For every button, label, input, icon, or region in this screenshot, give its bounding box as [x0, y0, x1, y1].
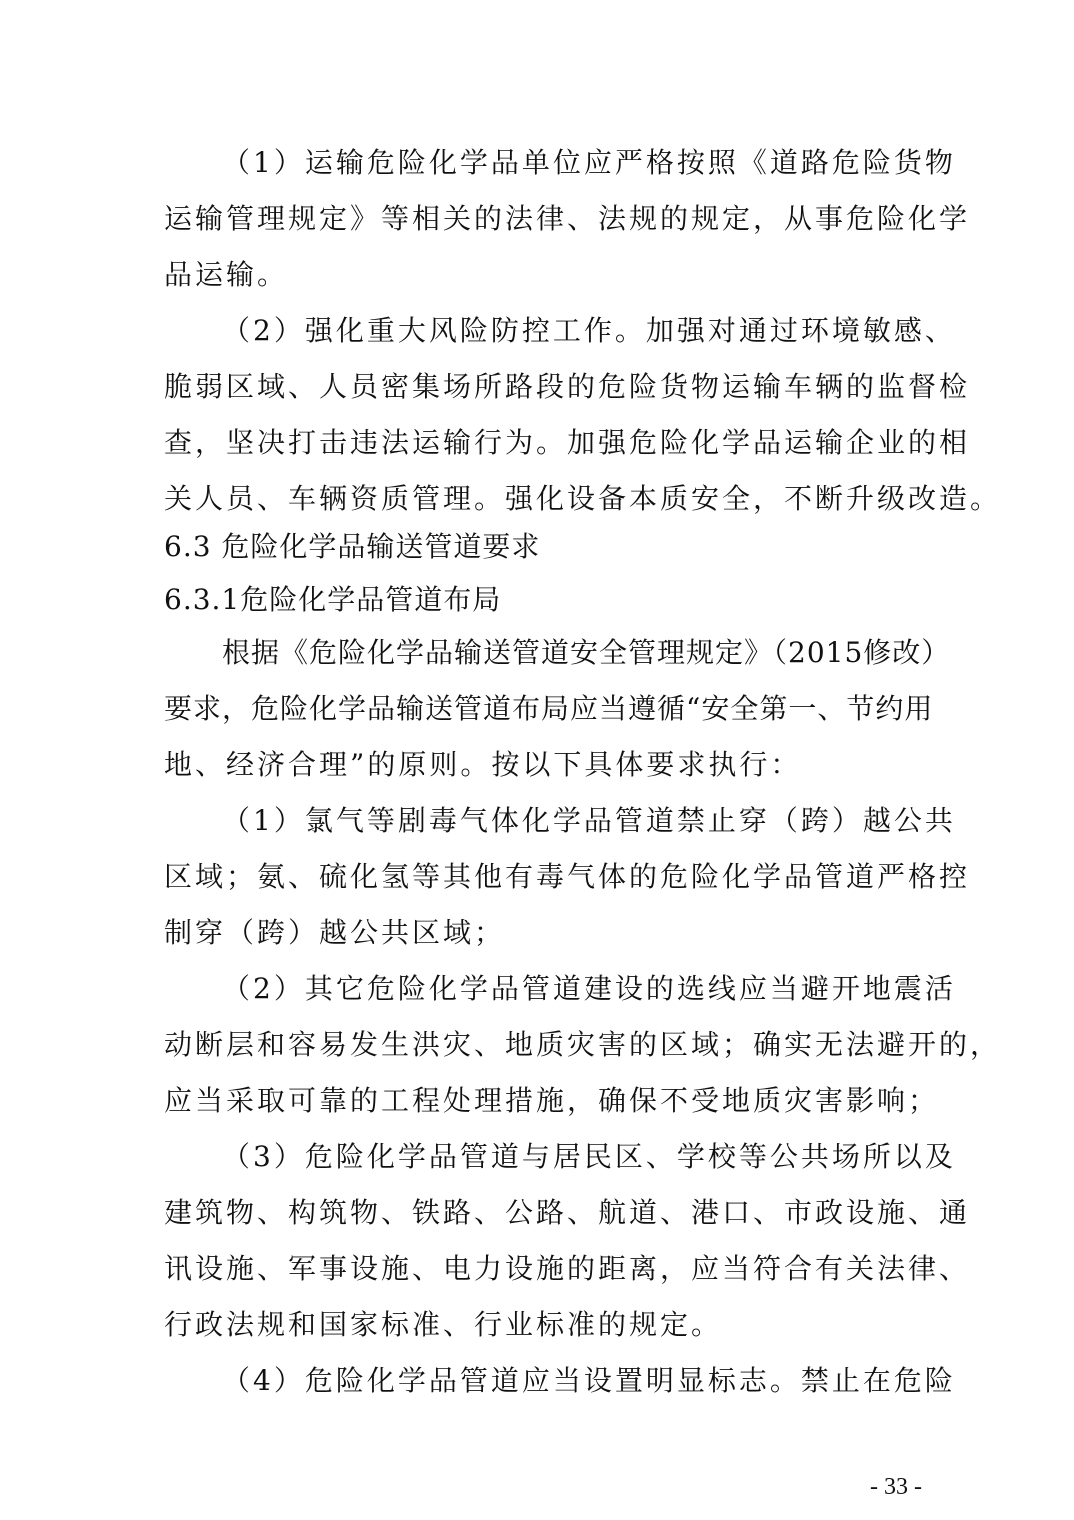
paragraph-6-line-2: 建筑物、构筑物、铁路、公路、航道、港口、市政设施、通	[164, 1196, 971, 1229]
page-number: - 33 -	[870, 1474, 922, 1500]
paragraph-3-line-1: 根据《危险化学品输送管道安全管理规定》（2015修改）	[222, 636, 951, 669]
paragraph-6-line-3: 讯设施、军事设施、电力设施的距离，应当符合有关法律、	[164, 1252, 971, 1285]
paragraph-5-line-2: 动断层和容易发生洪灾、地质灾害的区域；确实无法避开的，	[164, 1028, 1002, 1061]
paragraph-1-line-3: 品运输。	[164, 258, 289, 291]
paragraph-6-line-1: （3）危险化学品管道与居民区、学校等公共场所以及	[222, 1140, 956, 1173]
section-heading-6-3: 6.3 危险化学品输送管道要求	[164, 530, 541, 563]
paragraph-3-line-3: 地、经济合理”的原则。按以下具体要求执行：	[164, 748, 802, 781]
paragraph-6-line-4: 行政法规和国家标准、行业标准的规定。	[164, 1308, 723, 1341]
paragraph-1-line-1: （1）运输危险化学品单位应严格按照《道路危险货物	[222, 146, 956, 179]
subsection-heading-6-3-1: 6.3.1危险化学品管道布局	[164, 583, 502, 616]
paragraph-2-line-3: 查，坚决打击违法运输行为。加强危险化学品运输企业的相	[164, 426, 971, 459]
paragraph-3-line-2: 要求，危险化学品输送管道布局应当遵循“安全第一、节约用	[164, 692, 934, 725]
paragraph-7-line-1: （4）危险化学品管道应当设置明显标志。禁止在危险	[222, 1364, 956, 1397]
paragraph-2-line-4: 关人员、车辆资质管理。强化设备本质安全，不断升级改造。	[164, 482, 1002, 515]
paragraph-4-line-1: （1）氯气等剧毒气体化学品管道禁止穿（跨）越公共	[222, 804, 956, 837]
paragraph-4-line-2: 区域；氨、硫化氢等其他有毒气体的危险化学品管道严格控	[164, 860, 971, 893]
paragraph-2-line-2: 脆弱区域、人员密集场所路段的危险货物运输车辆的监督检	[164, 370, 971, 403]
paragraph-2-line-1: （2）强化重大风险防控工作。加强对通过环境敏感、	[222, 314, 956, 347]
paragraph-5-line-1: （2）其它危险化学品管道建设的选线应当避开地震活	[222, 972, 956, 1005]
paragraph-1-line-2: 运输管理规定》等相关的法律、法规的规定，从事危险化学	[164, 202, 971, 235]
paragraph-5-line-3: 应当采取可靠的工程处理措施，确保不受地质灾害影响；	[164, 1084, 940, 1117]
paragraph-4-line-3: 制穿（跨）越公共区域；	[164, 916, 506, 949]
